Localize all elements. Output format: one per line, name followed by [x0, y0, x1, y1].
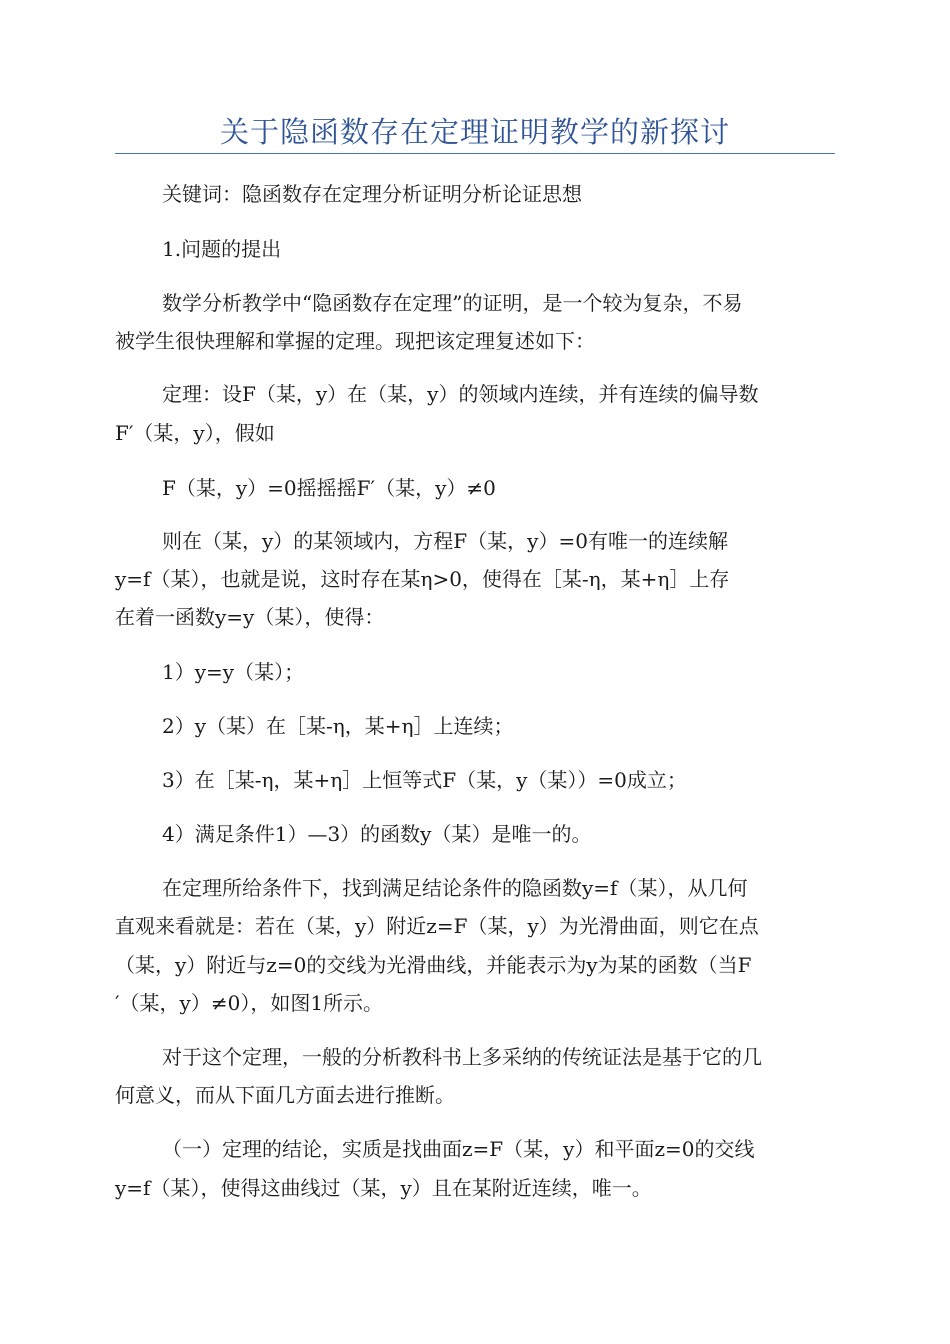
list-item: 1）y=y（某）； [162, 660, 305, 684]
paragraph-line: 在着一函数y=y（某），使得： [115, 605, 385, 629]
list-item: 3）在［某-η，某+η］上恒等式F（某，y（某））=0成立； [162, 768, 687, 792]
paragraph-line: 对于这个定理，一般的分析教科书上多采纳的传统证法是基于它的几 [162, 1045, 762, 1069]
section-heading: 1.问题的提出 [162, 237, 282, 261]
paragraph-line: y=f（某），也就是说，这时存在某η>0，使得在［某-η，某+η］上存 [115, 567, 730, 591]
paragraph-line: F′（某，y），假如 [115, 421, 275, 445]
title-divider [115, 153, 835, 154]
document-title: 关于隐函数存在定理证明教学的新探讨 [219, 115, 730, 149]
paragraph-line: 数学分析教学中“隐函数存在定理”的证明，是一个较为复杂，不易 [162, 291, 743, 315]
paragraph-line: 被学生很快理解和掌握的定理。现把该定理复述如下： [115, 329, 595, 353]
paragraph-line: 定理：设F（某，y）在（某，y）的领域内连续，并有连续的偏导数 [162, 382, 759, 406]
list-item: 2）y（某）在［某-η，某+η］上连续； [162, 714, 514, 738]
formula-line: F（某，y）=0摇摇摇F′（某，y）≠0 [162, 476, 496, 500]
paragraph-line: 何意义，而从下面几方面去进行推断。 [115, 1083, 455, 1107]
paragraph-line: ′（某，y）≠0），如图1所示。 [115, 991, 384, 1015]
paragraph-line: 在定理所给条件下，找到满足结论条件的隐函数y=f（某），从几何 [162, 876, 748, 900]
paragraph-line: （一）定理的结论，实质是找曲面z=F（某，y）和平面z=0的交线 [162, 1137, 755, 1161]
paragraph-line: 直观来看就是：若在（某，y）附近z=F（某，y）为光滑曲面，则它在点 [115, 914, 759, 938]
list-item: 4）满足条件1）—3）的函数y（某）是唯一的。 [162, 822, 592, 846]
paragraph-line: y=f（某），使得这曲线过（某，y）且在某附近连续，唯一。 [115, 1176, 652, 1200]
paragraph-line: （某，y）附近与z=0的交线为光滑曲线，并能表示为y为某的函数（当F [115, 953, 752, 977]
keywords-line: 关键词：隐函数存在定理分析证明分析论证思想 [162, 182, 582, 206]
paragraph-line: 则在（某，y）的某领域内，方程F（某，y）=0有唯一的连续解 [162, 529, 728, 553]
